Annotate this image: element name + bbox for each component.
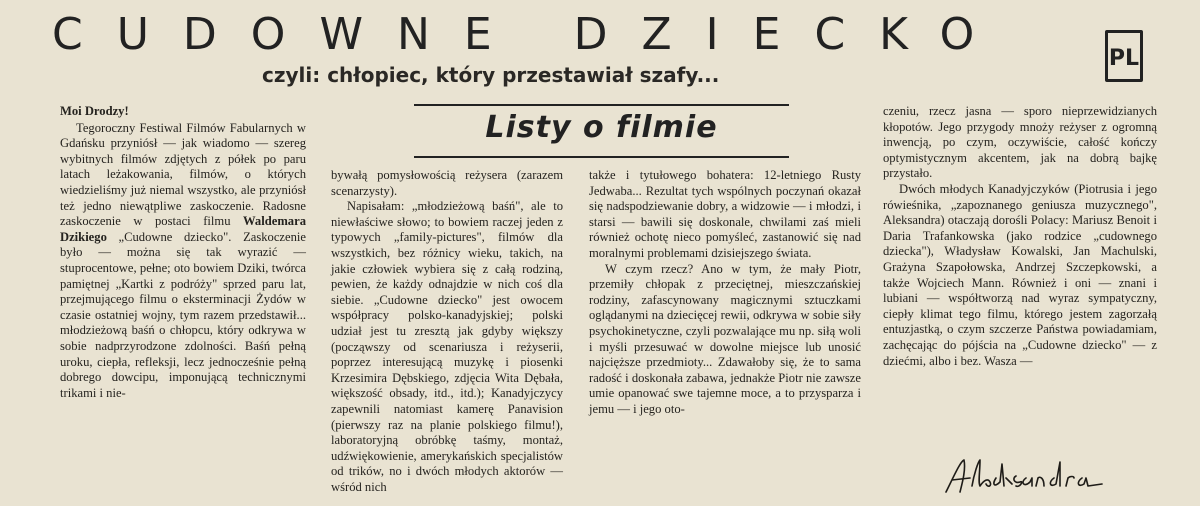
article-column-1	[60, 104, 306, 401]
paragraph-text: „Cudowne dziecko". Zaskoczenie było — można się tak wyrazić — stuprocentowe, pełne; oto bowiem Dziki, twórca pamiętnej „Kartki z podróży" sprzed paru lat, przejmującego filmu o eksterminacji Żydów w czasie ostatniej wojny, tym razem przedstawił... młodzieżową baśń o chłopcu, który odkrywa w sobie nadprzyrodzone zdolności. Baśń pełną uroku, ciepła, refleksji, lecz jednocześnie pełną dobrego dowcipu, imponującą technicznymi trikami i nie-	[60, 229, 306, 400]
article-column-3	[589, 168, 861, 418]
section-rule-top	[414, 104, 789, 106]
article-column-4	[883, 104, 1157, 369]
handwritten-signature	[940, 456, 1110, 496]
masthead-title: CUDOWNE DZIECKO	[52, 9, 1009, 60]
paragraph	[60, 121, 306, 402]
paragraph: Napisałam: „młodzieżową baśń", ale to niewłaściwe słowo; to bowiem raczej jeden z typowych „family-pictures", filmów dla wszystkich, bez różnicy wieku, takich, na jakie człowiek wybiera się z całą rodziną, pewien, że każdy odnajdzie w nich coś dla siebie. „Cudowne dziecko" jest owocem współpracy polsko-kanadyjskiej; polski udział jest tu zresztą jak gdyby większy (począwszy od scenariusza i reżyserii, poprzez interesującą muzykę i piosenki Krzesimira Dębskiego, zdjęcia Wita Dębała, większość obsady, itd., itd.); Kanadyjczycy zapewnili natomiast kamerę Panavision (pierwszy raz na planie polskiego filmu!), laboratoryjną obróbkę taśmy, montaż, udźwiękowienie, amerykańskich specjalistów od trików, no i dwóch młodych aktorów — wśród nich	[331, 199, 563, 494]
paragraph: także i tytułowego bohatera: 12-letniego Rusty Jedwaba... Rezultat tych wspólnych poczynań okazał się nadspodziewanie dobry, a widzowie — i młodzi, i starsi — bawili się doskonale, chwilami zaś mieli również ochotę nieco pomyśleć, zastanowić się nad moralnymi problemami dzisiejszego świata.	[589, 168, 861, 260]
paragraph: W czym rzecz? Ano w tym, że mały Piotr, przemiły chłopak z przeciętnej, mieszczańskiej rodziny, zafascynowany magicznymi sztuczkami oglądanymi na dziecięcej rewii, odkrywa w sobie siły psychokinetyczne, czyli pozwalające mu np. siłą woli i myśli przesuwać w dowolne miejsce lub unosić najcięższe przedmioty... Zdawałoby się, że to sama radość i doskonała zabawa, jednakże Piotr nie zawsze umie opanować swe tajemne moce, a to przysparza i jemu — i jego oto-	[589, 261, 861, 416]
paragraph-text: Tegoroczny Festiwal Filmów Fabularnych w Gdańsku przyniósł — jak wiadomo — szereg wybitnych filmów zdjętych z półek po paru latach leżakowania, filmów, o których wiedzieliśmy już niemal wszystko, ale przyniósł też jedno niewątpliwe zaskoczenie. Radosne zaskoczenie w postaci filmu	[60, 120, 306, 229]
section-rule-bottom	[414, 156, 789, 158]
paragraph: Dwóch młodych Kanadyjczyków (Piotrusia i jego rówieśnika, „zapoznanego geniusza muzycznego", Aleksandra) otaczają dorośli Polacy: Mariusz Benoit i Daria Trafankowska (jako rodzice „cudownego dziecka"), Władysław Kowalski, Jan Machulski, Grażyna Szapołowska, Andrzej Szczepkowski, a także Wojciech Mann. Również i oni — znani i lubiani — współtworzą nad wyraz sympatyczny, ciepły klimat tego filmu, którego jestem zagorzałą entuzjastką, o czym szczerze Państwa powiadamiam, zachęcając do pójścia na „Cudowne dziecko" — z dziećmi, albo i bez. Wasza —	[883, 181, 1157, 368]
article-subtitle: czyli: chłopiec, który przestawiał szafy...	[262, 63, 720, 87]
paragraph: bywałą pomysłowością reżysera (zarazem scenarzysty).	[331, 168, 563, 198]
greeting: Moi Drodzy!	[60, 104, 129, 118]
section-title: Listy o filmie	[485, 110, 718, 145]
director-name: Waldemara Dzikiego	[60, 214, 306, 244]
article-column-2	[331, 168, 563, 495]
pl-badge: PL	[1105, 30, 1143, 82]
paragraph: czeniu, rzecz jasna — sporo nieprzewidzianych kłopotów. Jego przygody mnoży reżyser z ogromną inwencją, po czym, oczywiście, całość kończy optymistycznym akcentem, jak na dobrą bajkę przystało.	[883, 104, 1157, 181]
signature-text	[940, 500, 941, 501]
